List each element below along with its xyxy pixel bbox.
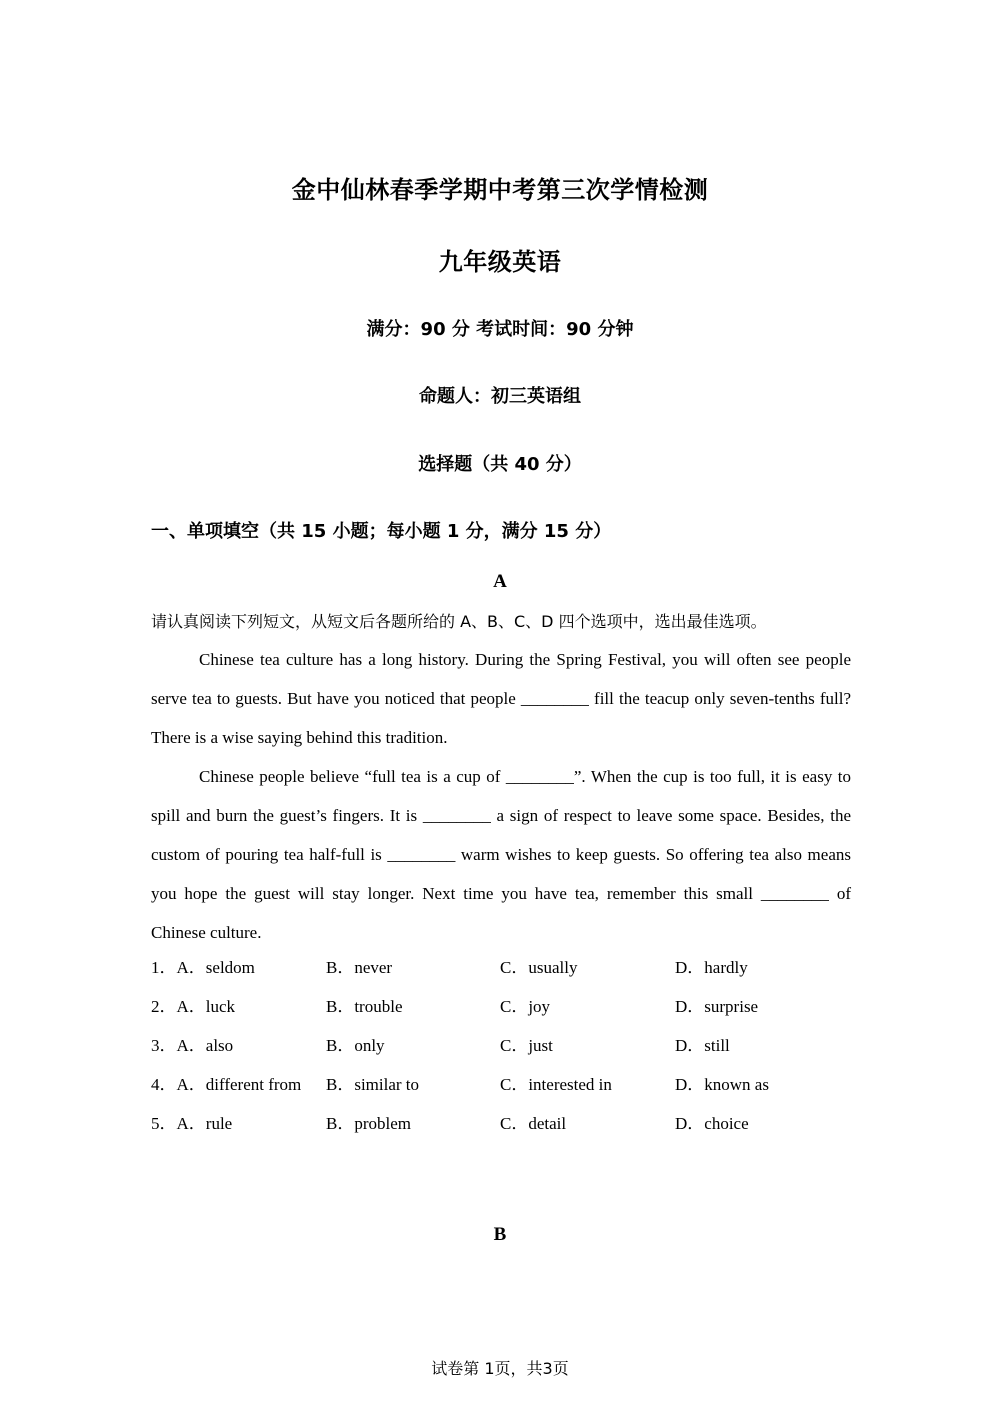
exam-subject: 九年级英语 bbox=[438, 248, 562, 276]
option-b: B．never bbox=[326, 958, 393, 977]
passage-paragraph-1: Chinese tea culture has a long history. During the Spring Festival, you will often see people serve tea to guests. But have you noticed that people ________ fill the teacup only seven-tenths full? There is a wise saying behind this tradition. bbox=[151, 650, 851, 747]
question-row bbox=[151, 1068, 851, 1107]
reading-instruction: 请认真阅读下列短文，从短文后各题所给的 A、B、C、D 四个选项中，选出最佳选项。 bbox=[151, 612, 767, 631]
option-c: C．detail bbox=[500, 1114, 567, 1133]
option-c: C．joy bbox=[500, 997, 551, 1016]
option-a: 3．A．also bbox=[151, 1036, 234, 1055]
question-options bbox=[151, 951, 851, 1146]
option-b: B．trouble bbox=[326, 997, 403, 1016]
option-c: C．usually bbox=[500, 958, 578, 977]
option-d: D．known as bbox=[675, 1075, 769, 1094]
score-time-info: 满分：90 分 考试时间：90 分钟 bbox=[366, 319, 634, 340]
question-row bbox=[151, 1029, 851, 1068]
part-title: 选择题（共 40 分） bbox=[418, 454, 582, 475]
option-d: D．still bbox=[675, 1036, 730, 1055]
question-row bbox=[151, 951, 851, 990]
option-d: D．choice bbox=[675, 1114, 749, 1133]
option-a: 4．A．different from bbox=[151, 1075, 302, 1094]
option-a: 2．A．luck bbox=[151, 997, 236, 1016]
section-heading: 一、单项填空（共 15 小题；每小题 1 分，满分 15 分） bbox=[151, 521, 612, 542]
exam-title: 金中仙林春季学期中考第三次学情检测 bbox=[291, 176, 709, 204]
passage-b-label: B bbox=[493, 1224, 507, 1245]
page-number-footer: 试卷第 1页，共3页 bbox=[431, 1359, 569, 1378]
exam-author: 命题人：初三英语组 bbox=[419, 386, 581, 407]
option-a: 1．A．seldom bbox=[151, 958, 255, 977]
passage-text bbox=[151, 640, 851, 952]
option-a: 5．A．rule bbox=[151, 1114, 233, 1133]
question-row bbox=[151, 990, 851, 1029]
option-c: C．interested in bbox=[500, 1075, 612, 1094]
passage-a-label: A bbox=[493, 571, 507, 592]
option-d: D．surprise bbox=[675, 997, 759, 1016]
option-b: B．problem bbox=[326, 1114, 411, 1133]
question-row bbox=[151, 1107, 851, 1146]
option-b: B．similar to bbox=[326, 1075, 420, 1094]
option-d: D．hardly bbox=[675, 958, 748, 977]
option-b: B．only bbox=[326, 1036, 385, 1055]
option-c: C．just bbox=[500, 1036, 553, 1055]
passage-paragraph-2: Chinese people believe “full tea is a cup of ________”. When the cup is too full, it is easy to spill and burn the guest’s fingers. It is ________ a sign of respect to leave some space. Besides, the custom of pouring tea half-full is ________ warm wishes to keep guests. So offering tea also means you hope the guest will stay longer. Next time you have tea, remember this small ________ of Chinese culture. bbox=[151, 767, 851, 942]
